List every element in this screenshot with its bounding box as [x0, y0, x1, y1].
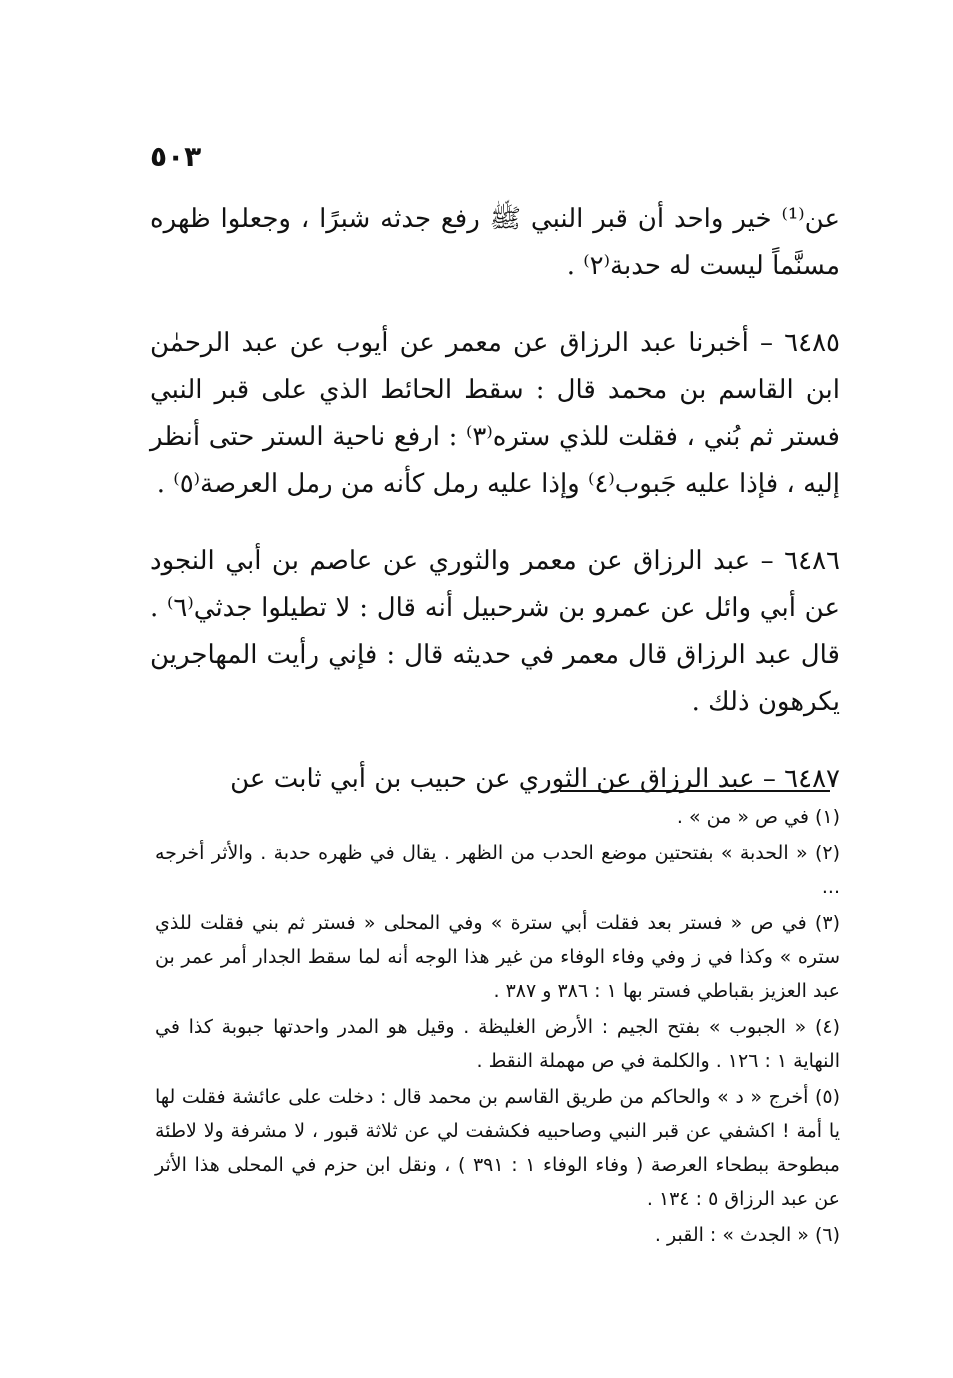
main-text — [150, 196, 840, 825]
hadith-paragraph: ٦٤٨٥ – أخبرنا عبد الرزاق عن معمر عن أيوب عن عبد الرحمٰن ابن القاسم بن محمد قال : سقط الحائط الذي على قبر النبي فستر ثم بُني ، فقلت للذي ستره⁽٣⁾ : ارفع ناحية الستر حتى أنظر إليه ، فإذا عليه جَبوب⁽٤⁾ وإذا عليه رمل كأنه من رمل العرصة⁽٥⁾ . — [150, 328, 840, 499]
page-number: ٥٠٣ — [150, 140, 202, 173]
hadith-paragraph: عن⁽¹⁾ خير واحد أن قبر النبي ﷺ رفع جدثه شبرًا ، وجعلوا ظهره مسنَّماً ليست له حدبة⁽٢⁾ . — [150, 204, 840, 281]
footnotes — [155, 800, 840, 1254]
hadith-paragraph: ٦٤٨٧ – عبد الرزاق عن الثوري عن حبيب بن أبي ثابت عن — [230, 764, 840, 794]
footnote: (٥) أخرج « د » والحاكم من طريق القاسم بن محمد قال : دخلت على عائشة فقلت لها يا أمة ! اكشفي عن قبر النبي وصاحبيه فكشفت لي عن ثلاثة قبور ، لا مشرفة ولا لاطئة مبطوحة ببطحاء العرصة ( وفاء الوفاء ١ : ٣٩١ ) ، ونقل ابن حزم في المحلى هذا الأثر عن عبد الرزاق ٥ : ١٣٤ . — [155, 1086, 840, 1210]
hadith-paragraph: ٦٤٨٦ – عبد الرزاق عن معمر والثوري عن عاصم بن أبي النجود عن أبي وائل عن عمرو بن شرحبيل أنه قال : لا تطيلوا جدثي⁽٦⁾ . قال عبد الرزاق قال معمر في حديثه قال : فإني رأيت المهاجرين يكرهون ذلك . — [150, 546, 840, 717]
footnote: (٦) « الجدث » : القبر . — [654, 1224, 840, 1246]
footnote: (١) في ص « من » . — [676, 806, 840, 828]
footnote: (٣) في ص « فستر بعد فقلت أبي سترة » وفي المحلى « فستر ثم بني فقلت للذي ستره » وكذا في ز وفي وفاء الوفاء من غير هذا الوجه أنه لما سقط الجدار أمر عمر بن عبد العزيز بقباطي فستر بها ١ : ٣٨٦ و ٣٨٧ . — [155, 912, 840, 1002]
footnote: (٤) « الجبوب » بفتح الجيم : الأرض الغليظة . وقيل هو المدر واحدتها جبوبة كذا في النهاية ١ : ١٢٦ . والكلمة في ص مهملة النقط . — [155, 1016, 840, 1072]
footnote-divider — [560, 790, 830, 792]
footnote: (٢) « الحدبة » بفتحتين موضع الحدب من الظهر . يقال في ظهره حدبة . والأثر أخرجه ... — [155, 842, 840, 898]
